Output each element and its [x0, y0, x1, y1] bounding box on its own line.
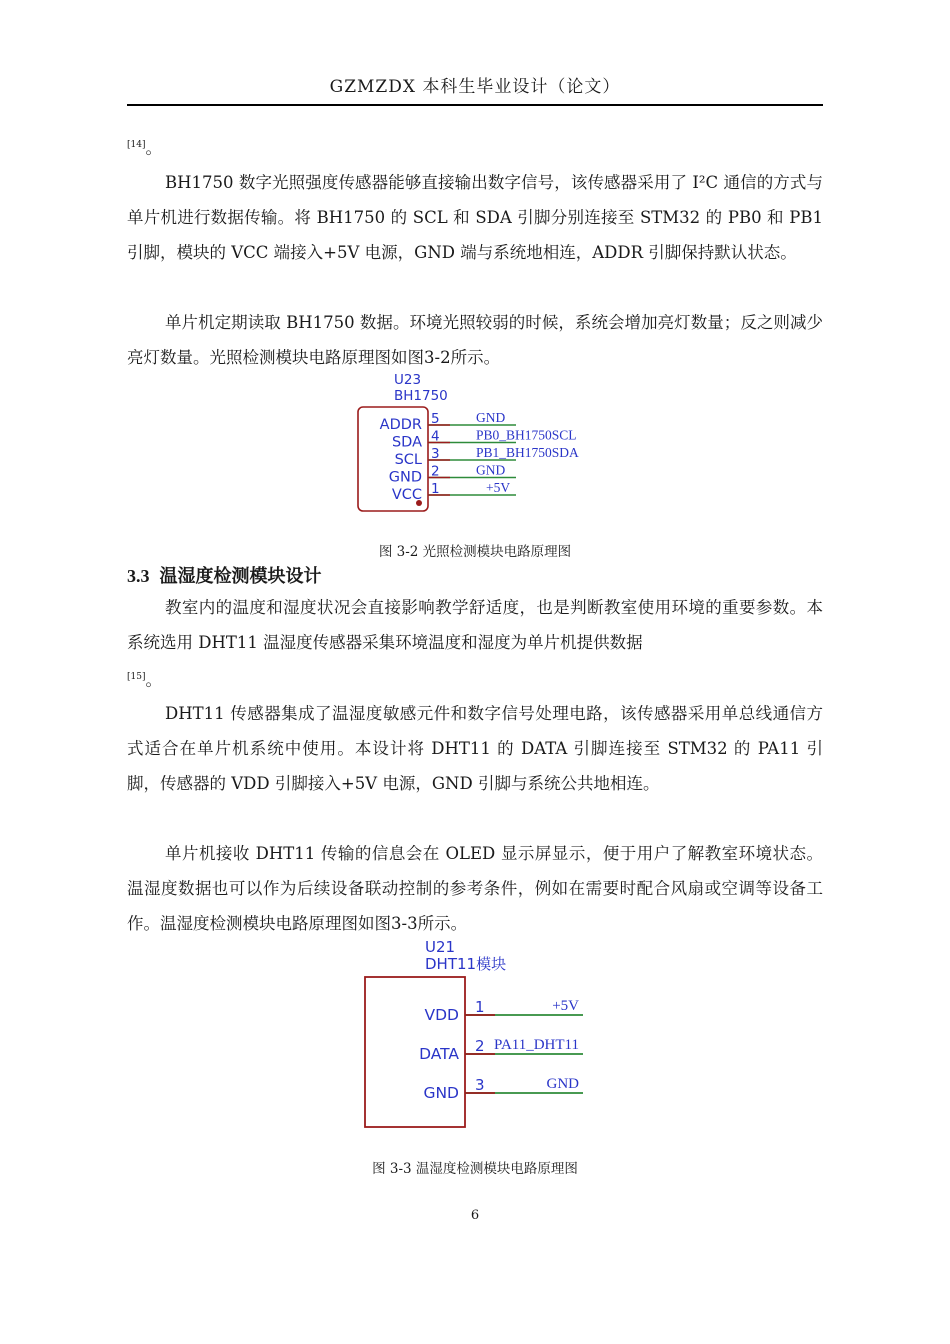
- net-label: GND: [546, 1076, 579, 1092]
- net-label: GND: [476, 462, 506, 478]
- net-label: PB1_BH1750SDA: [476, 445, 579, 460]
- dht11-schematic: [355, 935, 595, 1135]
- section-heading: 3.3 温湿度检测模块设计: [127, 566, 322, 587]
- paragraph-dht11-wiring: DHT11 传感器集成了温湿度敏感元件和数字信号处理电路，该传感器采用单总线通信方式适合在单片机系统中使用。本设计将 DHT11 的 DATA 引脚连接至 STM32 的 PA11 引脚，传感器的 VDD 引脚接入+5V 电源，GND 引脚与系统公共地相连。: [127, 704, 823, 793]
- part-name: DHT11模块: [425, 955, 507, 973]
- pin-name: SDA: [391, 434, 422, 451]
- pin-name: DATA: [419, 1045, 459, 1063]
- figure-caption: 图 3-3 温湿度检测模块电路原理图: [372, 1161, 578, 1177]
- net-label: +5V: [486, 480, 511, 495]
- figure-caption: 图 3-2 光照检测模块电路原理图: [378, 544, 572, 560]
- pin-number: 1: [475, 998, 485, 1016]
- net-label: PA11_DHT11: [493, 1037, 579, 1053]
- pin-number: 5: [431, 411, 440, 427]
- running-header: GZMZDX 本科生毕业设计（论文）: [329, 77, 621, 97]
- paragraph-dht11-display: 单片机接收 DHT11 传输的信息会在 OLED 显示屏显示，便于用户了解教室环境状态。温湿度数据也可以作为后续设备联动控制的参考条件，例如在需要时配合风扇或空调等设备工作。温湿度检测模块电路原理图如图3-3所示。: [127, 844, 823, 933]
- net-label: +5V: [552, 998, 579, 1014]
- paragraph-dht11-intro: 教室内的温度和湿度状况会直接影响教学舒适度，也是判断教室使用环境的重要参数。本系统选用 DHT11 温湿度传感器采集环境温度和湿度为单片机提供数据 [15]。: [127, 598, 823, 690]
- paragraph-bh1750-intro: BH1750 数字光照强度传感器能够直接输出数字信号，该传感器采用了 I²C 通信的方式与单片机进行数据传输。将 BH1750 的 SCL 和 SDA 引脚分别连接至 STM32 的 PB0 和 PB1 引脚，模块的 VCC 端接入+5V 电源，GND 端与系统地相连，ADDR 引脚保持默认状态。: [127, 173, 823, 262]
- page-number: 6: [470, 1208, 480, 1223]
- citation: [15]: [127, 672, 146, 682]
- bh1750-schematic: [340, 370, 610, 520]
- part-name: BH1750: [394, 388, 448, 404]
- pin-number: 3: [475, 1076, 485, 1094]
- citation: [14]: [127, 140, 146, 150]
- net-label: PB0_BH1750SCL: [476, 427, 577, 443]
- part-ref: U21: [425, 938, 456, 956]
- paragraph-bh1750-control: 单片机定期读取 BH1750 数据。环境光照较弱的时候，系统会增加亮灯数量；反之则减少亮灯数量。光照检测模块电路原理图如图3-2所示。: [127, 313, 823, 367]
- paragraph-continuation: [14]。: [127, 138, 162, 158]
- pin-number: 2: [431, 463, 440, 480]
- pin-name: VCC: [391, 487, 422, 503]
- pin-name: ADDR: [379, 417, 422, 433]
- pin-name: GND: [423, 1084, 459, 1102]
- pin-name: GND: [388, 469, 422, 486]
- pin-number: 3: [431, 446, 440, 462]
- pin-number: 1: [431, 481, 440, 497]
- pin-name: VDD: [424, 1006, 459, 1024]
- net-label: GND: [476, 410, 506, 425]
- part-ref: U23: [394, 372, 422, 388]
- header-rule: [127, 104, 823, 106]
- pin-number: 4: [431, 428, 440, 445]
- pin-name: SCL: [394, 452, 422, 468]
- pin-number: 2: [475, 1037, 485, 1055]
